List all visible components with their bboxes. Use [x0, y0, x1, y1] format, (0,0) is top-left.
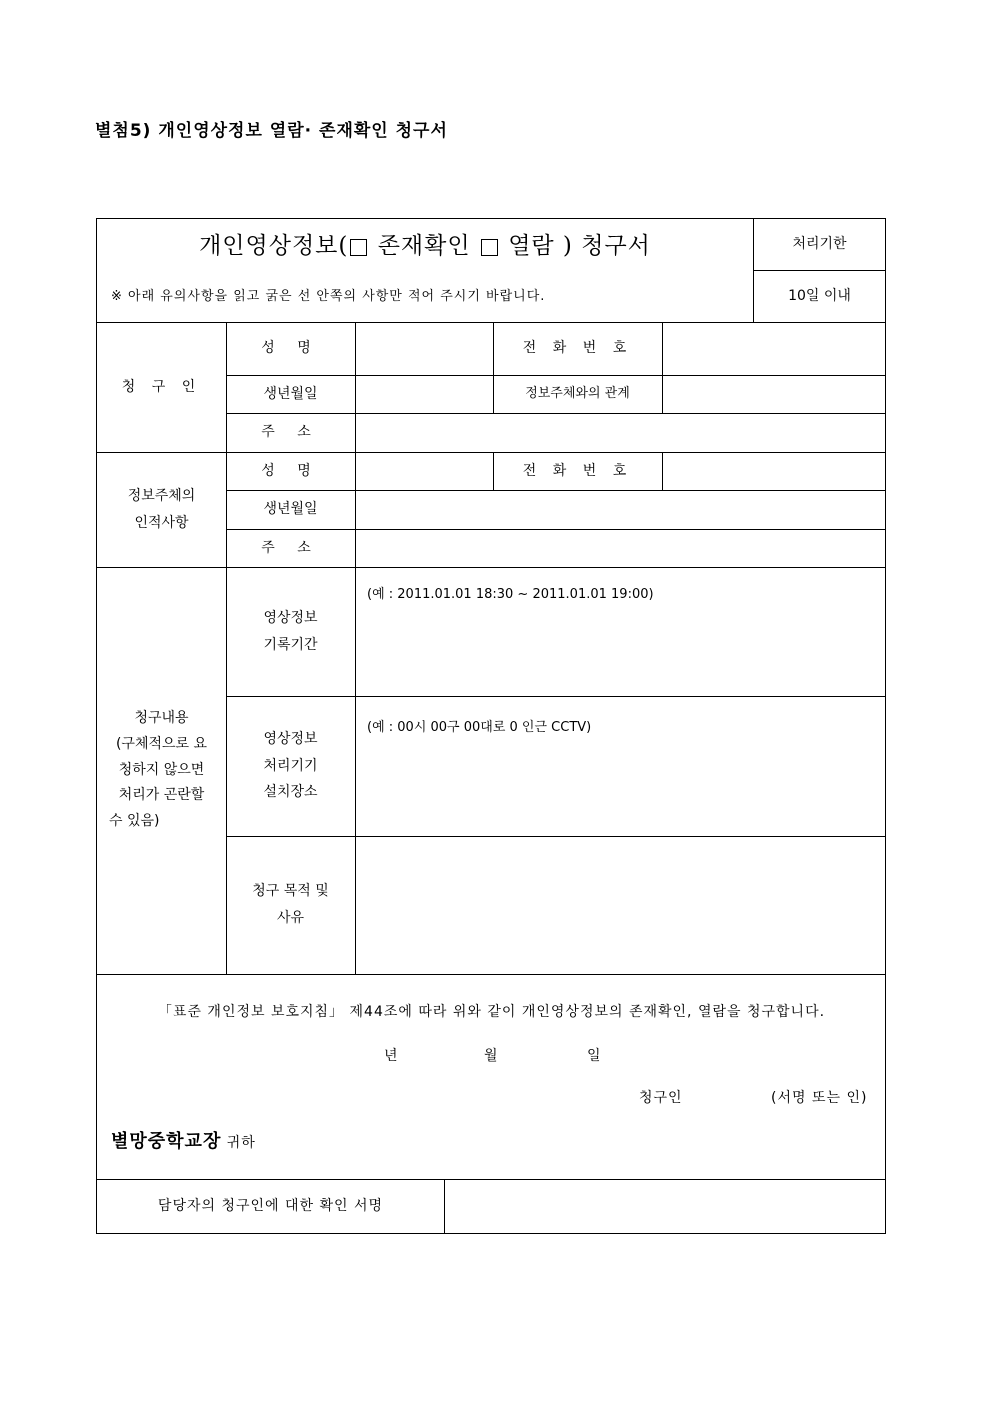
declaration-requester-label: 청구인: [639, 1090, 683, 1106]
date-day-label: 일: [587, 1048, 602, 1064]
notice-text: ※ 아래 유의사항을 읽고 굵은 선 안쪽의 사항만 적어 주시기 바랍니다.: [111, 288, 546, 304]
request-section-line-2: (구체적으로 요: [115, 735, 208, 752]
date-year-label: 년: [384, 1048, 399, 1064]
subject-name-label: 성 명: [261, 462, 320, 479]
subject-address-field[interactable]: [355, 529, 886, 567]
request-section-line-1: 청구내용: [134, 709, 189, 726]
deadline-value: 10일 이내: [788, 287, 851, 304]
period-example: (예 : 2011.01.01 18:30 ~ 2011.01.01 19:00): [367, 587, 654, 602]
declaration-statement: 「표준 개인정보 보호지침」 제44조에 따라 위와 같이 개인영상정보의 존재확인, 열람을 청구합니다.: [157, 1004, 826, 1020]
subject-phone-label: 전 화 번 호: [522, 462, 633, 479]
location-example: (예 : 00시 00구 00대로 0 인근 CCTV): [367, 720, 592, 735]
requester-address-field[interactable]: [355, 413, 886, 452]
requester-address-label: 주 소: [261, 424, 320, 441]
date-month-label: 월: [484, 1048, 499, 1064]
subject-birth-field[interactable]: [355, 490, 886, 529]
title-suffix: 청구서: [581, 233, 651, 260]
period-label-line-1: 영상정보: [263, 609, 318, 626]
requester-section-label: 청 구 인: [121, 378, 202, 395]
addressee-name: 별망중학교장: [111, 1131, 222, 1152]
purpose-field[interactable]: [355, 836, 886, 974]
officer-confirm-label: 담당자의 청구인에 대한 확인 서명: [157, 1197, 384, 1214]
location-label: [226, 696, 355, 836]
requester-name-field[interactable]: [355, 322, 493, 375]
option-exist-label: 존재확인: [377, 233, 471, 260]
requester-phone-label: 전 화 번 호: [522, 340, 633, 357]
requester-relation-field[interactable]: [662, 375, 886, 413]
exist-checkbox[interactable]: [350, 239, 367, 256]
request-section-line-3: 청하지 않으면: [118, 761, 205, 778]
subject-section-line-1: 정보주체의: [127, 487, 196, 504]
requester-birth-label: 생년월일: [263, 385, 318, 402]
request-bottom-line: [97, 974, 886, 975]
purpose-label: [226, 836, 355, 974]
requester-relation-label: 정보주체와의 관계: [525, 385, 630, 401]
request-section-label: [97, 567, 226, 974]
addressee: [111, 1127, 256, 1153]
deadline-label: 처리기한: [792, 236, 847, 253]
title-prefix: 개인영상정보(: [199, 233, 349, 260]
period-label-line-2: 기록기간: [263, 636, 318, 653]
location-label-line-3: 설치장소: [263, 784, 318, 801]
requester-phone-field[interactable]: [662, 322, 886, 375]
subject-section-label: [97, 452, 226, 567]
period-label: [226, 567, 355, 696]
form-title: [97, 225, 753, 269]
location-label-line-2: 처리기기: [263, 757, 318, 774]
officer-signature-field[interactable]: [444, 1179, 886, 1233]
requester-name-label: 성 명: [261, 340, 320, 357]
location-label-line-1: 영상정보: [263, 731, 318, 748]
request-form: [96, 218, 886, 1234]
requester-birth-field[interactable]: [355, 375, 493, 413]
purpose-label-line-2: 사유: [276, 910, 305, 926]
purpose-label-line-1: 청구 목적 및: [252, 883, 329, 900]
subject-name-field[interactable]: [355, 452, 493, 490]
request-section-line-4: 처리가 곤란할: [118, 787, 205, 804]
request-section-line-5: 수 있음): [109, 813, 160, 830]
signature-note: (서명 또는 인): [771, 1090, 868, 1106]
option-view-label: 열람 ): [508, 233, 573, 260]
view-checkbox[interactable]: [481, 239, 498, 256]
subject-address-label: 주 소: [261, 539, 320, 556]
addressee-suffix: 귀하: [226, 1135, 256, 1151]
document-heading: 별첨5) 개인영상정보 열람· 존재확인 청구서: [95, 121, 448, 141]
subject-phone-field[interactable]: [662, 452, 886, 490]
subject-birth-label: 생년월일: [263, 501, 318, 518]
subject-section-line-2: 인적사항: [134, 514, 189, 531]
